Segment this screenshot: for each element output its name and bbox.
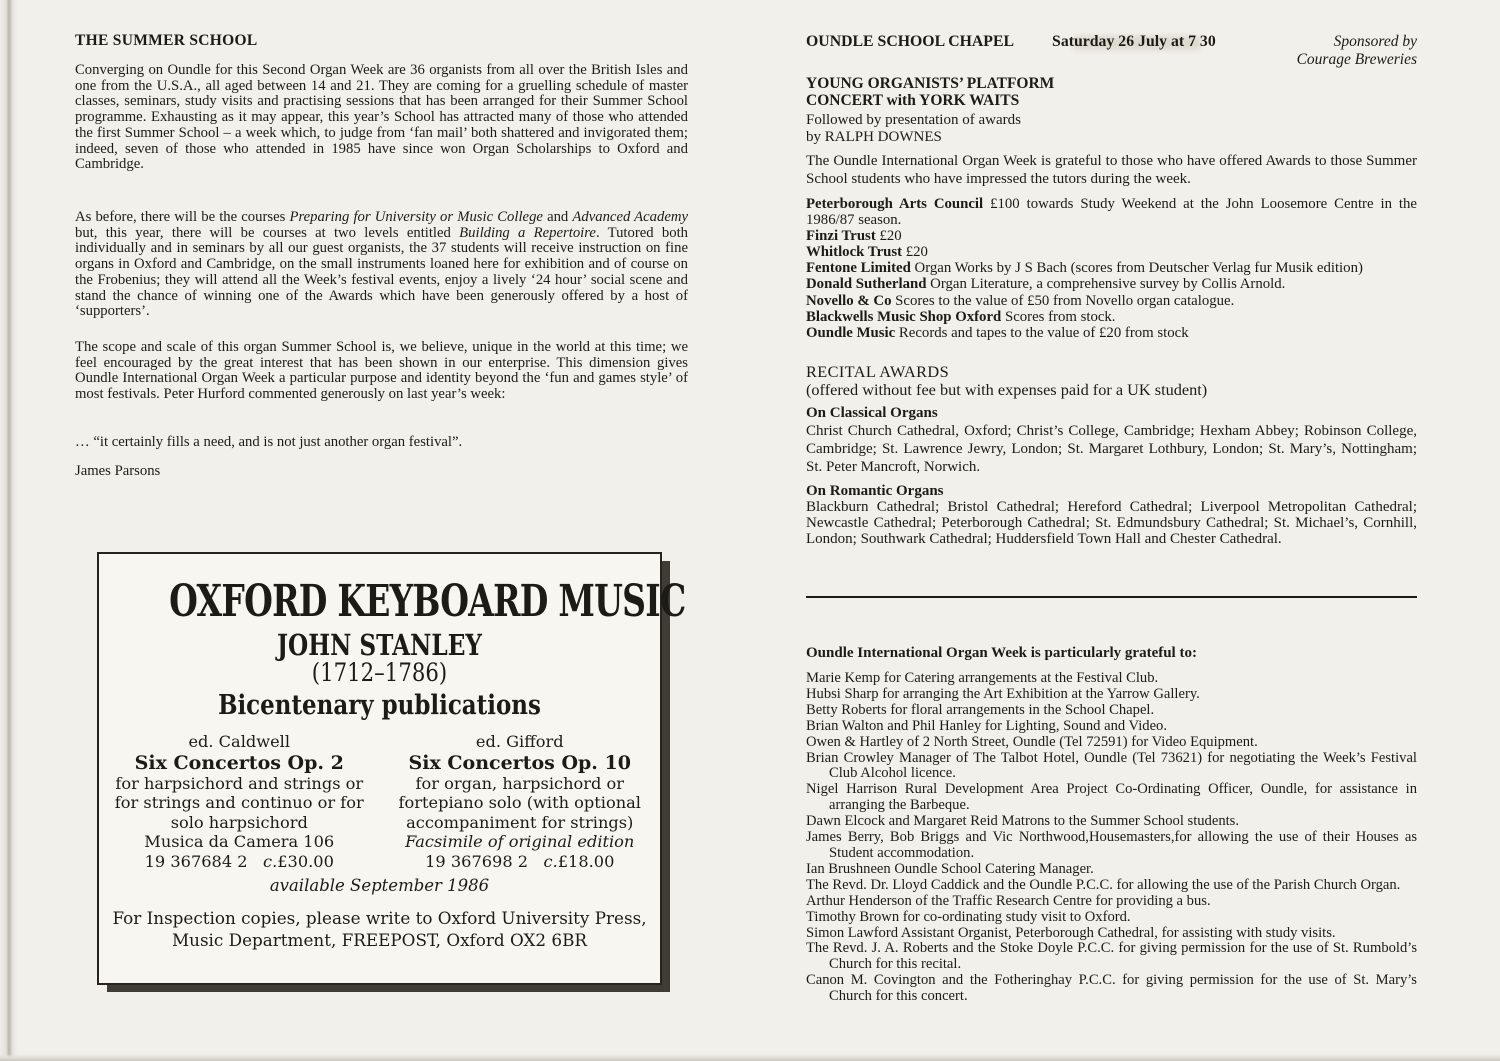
thanks-item: James Berry, Bob Briggs and Vic Northwood,Housemasters,for allowing the use of their Houses as Student accommodation. (806, 829, 1417, 861)
thanks-item: Hubsi Sharp for arranging the Art Exhibition at the Yarrow Gallery. (806, 685, 1200, 702)
thanks-item: Brian Crowley Manager of The Talbot Hotel, Oundle (Tel 73621) for negotiating the Week’s Festival Club Alcohol licence. (806, 749, 1417, 782)
thanks-item: Simon Lawford Assistant Organist, Peterborough Cathedral, for assisting with study visits. (806, 924, 1336, 941)
award-detail: Records and tapes to the value of £20 from stock (895, 324, 1189, 341)
advert-description-line: for organ, harpsichord or (415, 773, 624, 793)
award-donor: Whitlock Trust (806, 244, 903, 261)
advert-contact-line-2: Music Department, FREEPOST, Oxford OX2 6BR (171, 930, 588, 950)
thanks-item: Arthur Henderson of the Traffic Research Centre for providing a bus. (806, 892, 1211, 909)
award-donor: Finzi Trust (806, 228, 876, 245)
advert-column-op10 (380, 732, 661, 871)
recital-awards-heading: RECITAL AWARDS (806, 362, 950, 381)
award-detail: £20 (902, 244, 928, 261)
thanks-item: Dawn Elcock and Margaret Reid Matrons to the Summer School students. (806, 813, 1240, 830)
price: £30.00 (277, 851, 334, 871)
advert-description-line: for strings and continuo or for (114, 793, 364, 812)
concert-header (806, 33, 1417, 69)
thanks-item: The Revd. Dr. Lloyd Caddick and the Oundle P.C.C. for allowing the use of the Parish Church Organ. (806, 876, 1401, 893)
author-signature: James Parsons (75, 463, 161, 479)
circa-abbrev: c. (543, 851, 558, 871)
award-detail: Scores from stock. (1001, 308, 1116, 325)
followup-line-2: by RALPH DOWNES (806, 129, 942, 145)
isbn-code: 19 367684 2 (144, 851, 248, 871)
advert-code-price (99, 852, 380, 872)
award-detail: £100 towards Study Weekend at the John Loosemore Centre in the 1986/87 season. (806, 196, 1417, 229)
advert-description-line: accompaniment for strings) (406, 812, 634, 832)
summer-school-paragraph-3: The scope and scale of this organ Summer School is, we believe, unique in the world at this time; we feel encouraged by the great interest that has been shown in our enterprise. This dimension gives Oundle International Organ Week a particular purpose and identity beyond the ‘fun and games style’ of most festivals. Peter Hurford commented generously on last year’s week: (75, 339, 688, 403)
advert-title: OXFORD KEYBOARD MUSIC (169, 576, 686, 627)
advert-editor: ed. Caldwell (188, 732, 291, 751)
award-detail: £20 (875, 228, 902, 245)
sponsor-line: Sponsored by (1333, 33, 1417, 50)
event-title (806, 75, 1417, 109)
advert-work-title: Six Concertos Op. 10 (408, 751, 631, 774)
award-donor: Blackwells Music Shop Oxford (806, 308, 1002, 325)
advert-tagline: Bicentenary publications (218, 690, 541, 721)
text-run: and (542, 209, 573, 225)
advert-description-line: solo harpsichord (170, 812, 308, 832)
award-item (806, 293, 1417, 309)
thanks-item: Betty Roberts for floral arrangements in the School Chapel. (806, 701, 1155, 718)
awards-list (806, 196, 1417, 341)
award-item (806, 244, 1417, 260)
sponsor-credit (1297, 33, 1417, 69)
advert-contact-line-1: For Inspection copies, please write to Oxford University Press, (112, 908, 647, 928)
award-item (806, 228, 1417, 244)
advert-description-lines (380, 774, 661, 833)
advert-description-line: Musica da Camera 106 (144, 832, 335, 851)
award-item (806, 276, 1417, 292)
romantic-organs-venues: Blackburn Cathedral; Bristol Cathedral; Hereford Cathedral; Liverpool Metropolitan Cathedral; Newcastle Cathedral; Peterborough Cathedral; St. Edmundsbury Cathedral; St. Michael’s, Cornhill, London; Southwark Cathedral; Huddersfield Town Hall and Chester Cathedral. (806, 499, 1417, 548)
event-title-line-2: CONCERT with YORK WAITS (806, 92, 1020, 109)
followup-line-1: Followed by presentation of awards (806, 112, 1021, 128)
price: £18.00 (557, 851, 615, 871)
summer-school-paragraph-2 (75, 210, 688, 320)
award-item (806, 309, 1417, 325)
thanks-item: Ian Brushneen Oundle School Catering Manager. (806, 860, 1094, 877)
event-title-line-1: YOUNG ORGANISTS’ PLATFORM (806, 75, 1055, 92)
text-run: . Tutored both individually and in seminars by all our guest organists, the 37 students will receive instruction on fine organs in Oxford and Cambridge, on the small instruments loaned here for exhibition and of course on the Frobenius; they will attend all the Week’s festival events, enjoy a lively ‘24 hour’ social scene and stand the chance of winning one of the Awards which have been generously offered by a host of ‘supporters’. (75, 224, 688, 320)
advert-editor: ed. Gifford (475, 732, 564, 751)
oxford-keyboard-music-advert (97, 552, 686, 985)
sponsor-name: Courage Breweries (1296, 51, 1417, 68)
advert-column-op2 (99, 732, 380, 871)
advert-description-line: for harpsichord and strings or (115, 773, 364, 793)
hurford-quote: … “it certainly fills a need, and is not just another organ festival”. (75, 434, 463, 450)
award-item (806, 325, 1417, 341)
thanks-item: Canon M. Covington and the Fotheringhay P.C.C. for giving permission for the use of St. Mary’s Church for this concert. (806, 972, 1417, 1005)
thanks-item: Brian Walton and Phil Hanley for Lighting, Sound and Video. (806, 717, 1167, 734)
summer-school-paragraph-1: Converging on Oundle for this Second Organ Week are 36 organists from all over the British Isles and one from the U.S.A., all aged between 14 and 21. They are coming for a gruelling schedule of master classes, seminars, study visits and practising sessions that has been arranged for their Summer School programme. Exhausting as it may appear, this year’s School has attracted many of those who attended the first Summer School – a week which, to judge from ‘fan mail’ both shattered and invigorated them; indeed, seven of those who attended in 1985 have since won Organ Scholarships to Oxford and Cambridge. (75, 62, 688, 173)
recital-awards-subnote: (offered without fee but with expenses paid for a UK student) (806, 379, 1208, 399)
romantic-organs-section (806, 483, 1417, 547)
thanks-item: Marie Kemp for Catering arrangements at the Festival Club. (806, 670, 1159, 686)
venue: OUNDLE SCHOOL CHAPEL (806, 33, 1015, 50)
text-run: As before, there will be the courses (75, 209, 290, 225)
awards-presentation-note (806, 112, 1417, 146)
classical-organs-venues: Christ Church Cathedral, Oxford; Christ’s College, Cambridge; Hexham Abbey; Robinson College, Cambridge; St. Lawrence Jewry, London; St. Margaret Lothbury, London; St. Mary’s, Nottingham; St. Peter Mancroft, Norwich. (806, 423, 1417, 475)
advert-availability: available September 1986 (269, 876, 490, 895)
section-divider-rule (806, 596, 1417, 598)
course-title-italic: Building a Repertoire (459, 224, 596, 241)
award-donor: Peterborough Arts Council (806, 196, 984, 212)
scan-edge-shadow (0, 0, 18, 1061)
thanks-item: Nigel Harrison Rural Development Area Project Co-Ordinating Officer, Oundle, for assistance in arranging the Barbeque. (806, 781, 1417, 814)
advert-code-price (380, 852, 661, 872)
award-detail: Organ Works by J S Bach (scores from Deutscher Verlag fur Musik edition) (910, 260, 1363, 277)
acknowledgements-heading: Oundle International Organ Week is particularly grateful to: (806, 645, 1197, 661)
course-title-italic: Preparing for University or Music College (289, 209, 543, 225)
award-donor: Novello & Co (806, 292, 892, 309)
scan-bottom-shadow (0, 1054, 1500, 1061)
course-title-italic: Advanced Academy (572, 209, 688, 225)
award-item (806, 196, 1417, 228)
thanks-item: Timothy Brown for co-ordinating study visit to Oxford. (806, 908, 1131, 925)
award-detail: Organ Literature, a comprehensive survey by Collis Arnold. (926, 276, 1286, 293)
award-donor: Oundle Music (806, 324, 896, 341)
award-donor: Donald Sutherland (806, 276, 927, 293)
awards-intro: The Oundle International Organ Week is grateful to those who have offered Awards to those Summer School students who have impressed the tutors during the week. (806, 153, 1417, 187)
isbn-code: 19 367698 2 (425, 851, 529, 871)
recital-awards-section (806, 363, 1417, 398)
concert-datetime: Saturday 26 July at 7 30 (1052, 33, 1216, 50)
thanks-item: The Revd. J. A. Roberts and the Stoke Doyle P.C.C. for giving permission for the use of St. Rumbold’s Church for this recital. (806, 940, 1417, 973)
advert-composer: JOHN STANLEY (277, 628, 482, 662)
advert-composer-years: (1712–1786) (311, 658, 448, 687)
romantic-organs-heading: On Romantic Organs (806, 483, 944, 499)
classical-organs-heading: On Classical Organs (806, 405, 938, 421)
summer-school-heading: THE SUMMER SCHOOL (75, 32, 258, 49)
award-item (806, 260, 1417, 276)
advert-description-lines (99, 774, 380, 852)
award-donor: Fentone Limited (806, 260, 911, 277)
text-run: but, this year, there will be courses at two levels entitled (75, 224, 460, 241)
advert-columns (99, 732, 660, 871)
classical-organs-section (806, 404, 1417, 476)
advert-description-line: fortepiano solo (with optional (398, 793, 641, 812)
award-detail: Scores to the value of £50 from Novello organ catalogue. (891, 292, 1235, 309)
advert-work-title: Six Concertos Op. 2 (134, 751, 344, 774)
advert-facsimile-note: Facsimile of original edition (405, 832, 635, 851)
acknowledgements-list (806, 671, 1417, 1005)
circa-abbrev: c. (263, 851, 278, 871)
thanks-item: Owen & Hartley of 2 North Street, Oundle (Tel 72591) for Video Equipment. (806, 733, 1258, 750)
